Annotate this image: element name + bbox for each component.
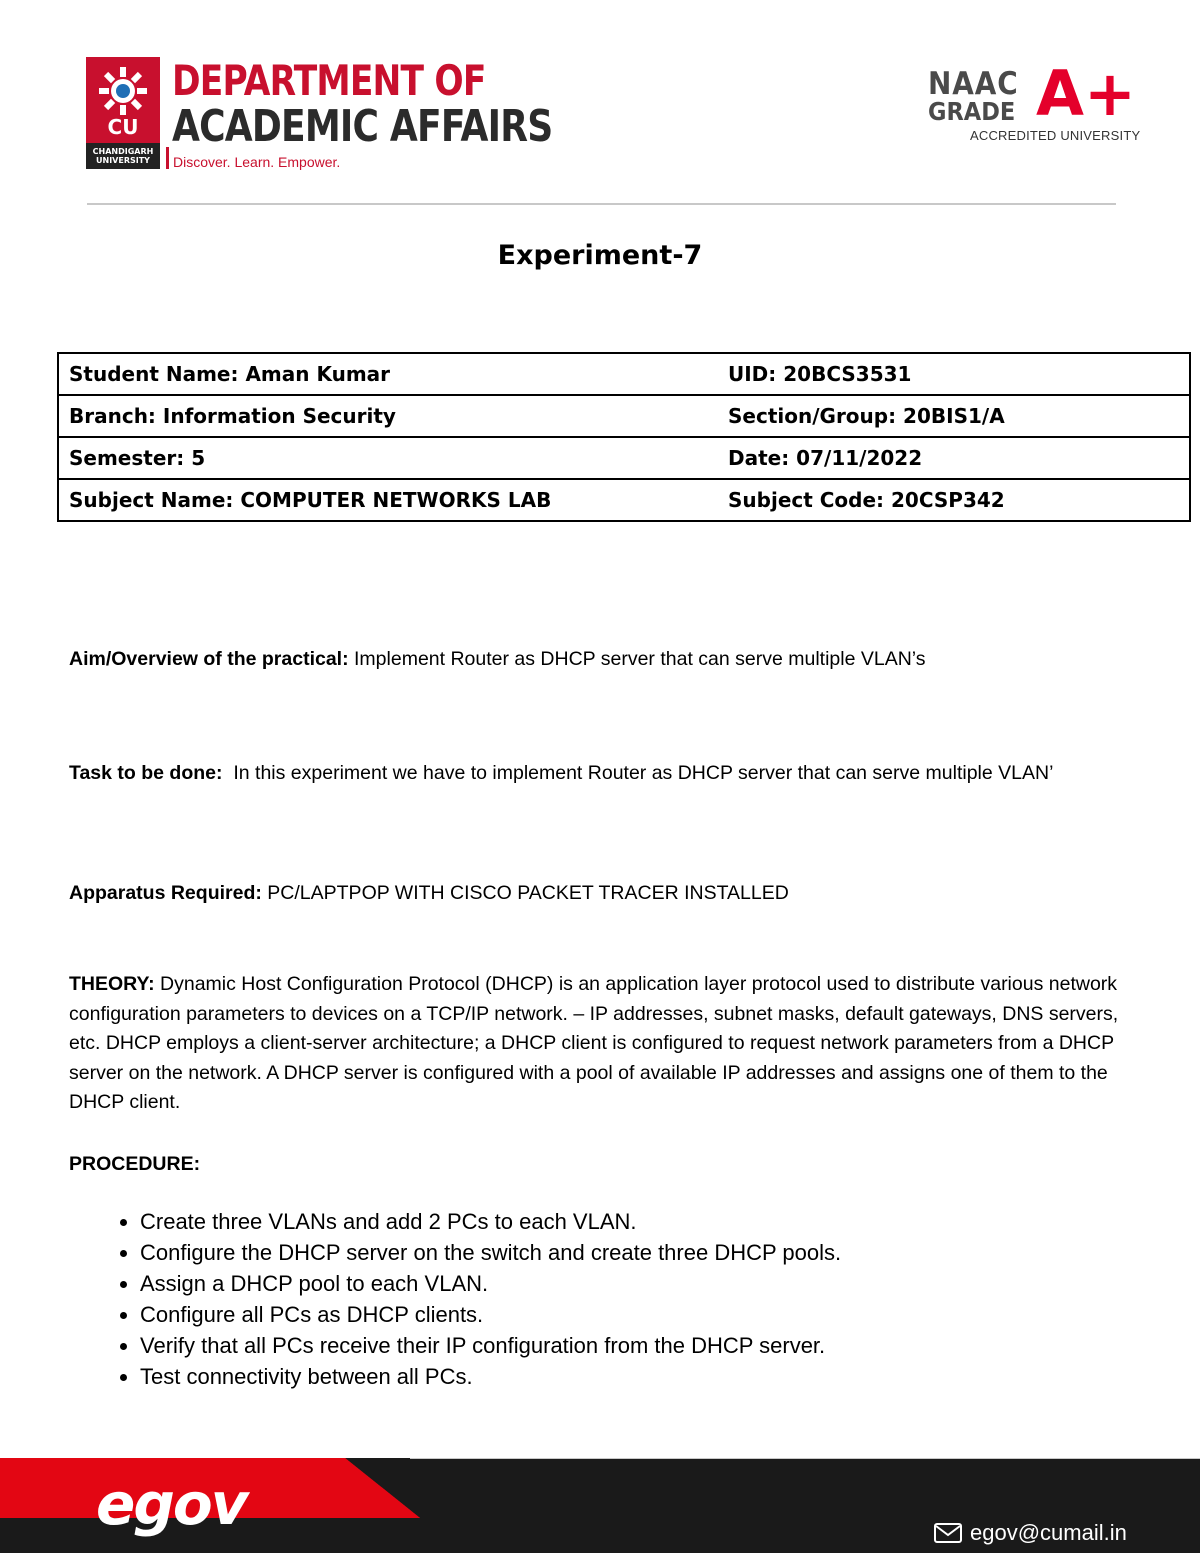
table-row <box>58 437 1190 479</box>
semester: Semester: 5 <box>58 437 718 479</box>
department-title-line1: DEPARTMENT OF <box>172 56 486 105</box>
table-row <box>58 479 1190 521</box>
apparatus-label: Apparatus Required: <box>69 882 262 904</box>
apparatus-text: PC/LAPTPOP WITH CISCO PACKET TRACER INSTALLED <box>267 882 789 904</box>
student-info-table <box>57 352 1191 522</box>
section-group: Section/Group: 20BIS1/A <box>718 395 1190 437</box>
tagline: Discover. Learn. Empower. <box>173 154 341 170</box>
table-row <box>58 353 1190 395</box>
cu-logo-university: CHANDIGARH UNIVERSITY <box>86 143 160 169</box>
naac-grade-label: GRADE <box>928 97 1016 126</box>
theory-text: Dynamic Host Configuration Protocol (DHCP) is an application layer protocol used to distribute various network configuration parameters to devices on a TCP/IP network. – IP addresses, subnet masks, default gateways, DNS servers, etc. DHCP employs a client-server architecture; a DHCP client is configured to request network parameters from a DHCP server on the network. A DHCP server is configured with a pool of available IP addresses and assigns one of them to the DHCP client. <box>69 973 1119 1113</box>
date: Date: 07/11/2022 <box>718 437 1190 479</box>
cu-logo <box>86 57 160 169</box>
apparatus-section <box>69 879 1149 909</box>
uid: UID: 20BCS3531 <box>718 353 1190 395</box>
student-name: Student Name: Aman Kumar <box>58 353 718 395</box>
theory-label: THEORY: <box>69 973 155 995</box>
aim-label: Aim/Overview of the practical: <box>69 648 349 670</box>
page-title: Experiment-7 <box>497 240 703 271</box>
footer-contact <box>934 1518 1127 1548</box>
task-label: Task to be done: <box>69 762 223 784</box>
mail-icon <box>934 1523 962 1543</box>
branch: Branch: Information Security <box>58 395 718 437</box>
theory-section <box>69 970 1149 1118</box>
aim-text: Implement Router as DHCP server that can serve multiple VLAN’s <box>354 648 926 670</box>
cu-emblem-icon <box>95 63 151 119</box>
naac-grade: A+ <box>1036 57 1136 130</box>
list-item: • Verify that all PCs receive their IP configuration from the DHCP server. <box>140 1330 841 1361</box>
subject-name: Subject Name: COMPUTER NETWORKS LAB <box>58 479 718 521</box>
egov-logo: egov <box>96 1470 247 1538</box>
subject-code: Subject Code: 20CSP342 <box>718 479 1190 521</box>
procedure-list <box>100 1206 841 1392</box>
table-row <box>58 395 1190 437</box>
footer-email[interactable]: egov@cumail.in <box>970 1520 1127 1545</box>
naac-label: NAAC <box>928 66 1019 102</box>
list-item: • Configure the DHCP server on the switch and create three DHCP pools. <box>140 1237 841 1268</box>
cu-logo-text: CU <box>107 115 139 139</box>
header-divider <box>87 203 1116 205</box>
procedure-label: PROCEDURE: <box>69 1153 201 1175</box>
tagline-divider <box>166 147 169 169</box>
list-item: • Create three VLANs and add 2 PCs to each VLAN. <box>140 1206 841 1237</box>
task-text: In this experiment we have to implement Router as DHCP server that can serve multiple VLAN’ <box>233 762 1054 784</box>
aim-section <box>69 645 949 675</box>
department-title-line2: ACADEMIC AFFAIRS <box>172 101 553 152</box>
list-item: • Test connectivity between all PCs. <box>140 1361 841 1392</box>
list-item: • Assign a DHCP pool to each VLAN. <box>140 1268 841 1299</box>
footer-divider <box>410 1458 1200 1459</box>
naac-accredited: ACCREDITED UNIVERSITY <box>970 128 1141 143</box>
list-item: • Configure all PCs as DHCP clients. <box>140 1299 841 1330</box>
task-section <box>69 759 1149 789</box>
procedure-section <box>69 1150 1149 1180</box>
